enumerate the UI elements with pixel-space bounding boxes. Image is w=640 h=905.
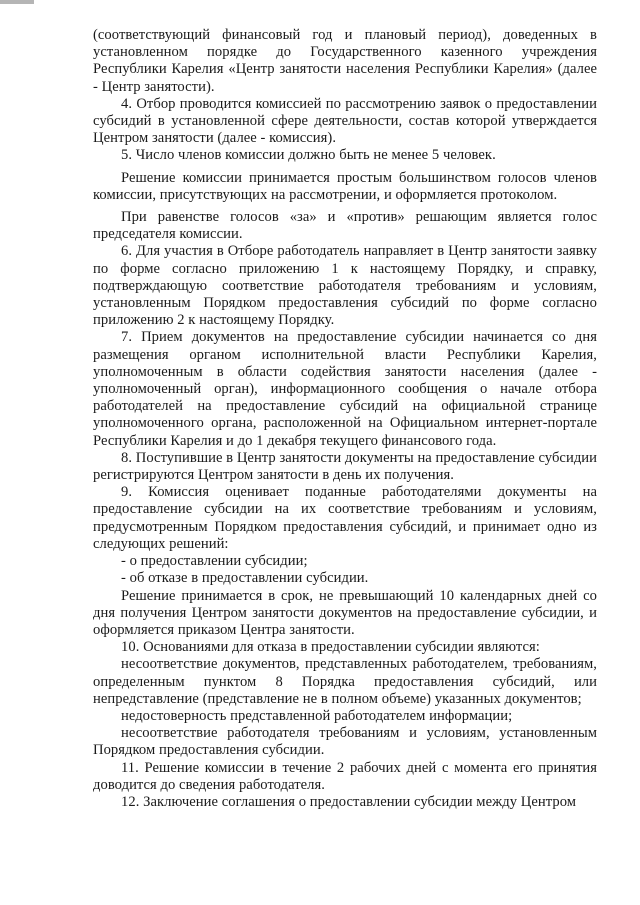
paragraph-9: 9. Комиссия оценивает поданные работодателями документы на предоставление субсидии на их соответствие требованиям и условиям, предусмотренным Порядком предоставления субсидий, и принимает одно из следующих решений: bbox=[93, 484, 597, 552]
paragraph-11: 11. Решение комиссии в течение 2 рабочих дней с момента его принятия доводится до сведения работодателя. bbox=[93, 759, 597, 793]
paragraph-4: 4. Отбор проводится комиссией по рассмотрению заявок о предоставлении субсидий в установленной сфере деятельности, состав которой утверждается Центром занятости (далее - комиссия). bbox=[93, 95, 597, 147]
document-page bbox=[93, 27, 597, 811]
paragraph-5-tie: При равенстве голосов «за» и «против» решающим является голос председателя комиссии. bbox=[93, 209, 597, 243]
paragraph-9-option-refuse: - об отказе в предоставлении субсидии. bbox=[121, 570, 369, 587]
paragraph-6: 6. Для участия в Отборе работодатель направляет в Центр занятости заявку по форме согласно приложению 1 к настоящему Порядку, и справку, подтверждающую соответствие работодателя требованиям и условиям, установленным Порядком предоставления субсидий по форме согласно приложению 2 к настоящему Порядку. bbox=[93, 243, 597, 329]
scan-corner-mark bbox=[0, 0, 34, 4]
paragraph-9-option-grant: - о предоставлении субсидии; bbox=[121, 553, 308, 570]
paragraph-9-deadline: Решение принимается в срок, не превышающий 10 календарных дней со дня получения Центром занятости документов на предоставление субсидии, и оформляется приказом Центра занятости. bbox=[93, 587, 597, 638]
paragraph-10: 10. Основаниями для отказа в предоставлении субсидии являются: bbox=[121, 639, 540, 656]
paragraph-5-decision: Решение комиссии принимается простым большинством голосов членов комиссии, присутствующих на рассмотрении, и оформляется протоколом. bbox=[93, 169, 597, 203]
paragraph-10-ground-info: недостоверность представленной работодателем информации; bbox=[121, 707, 513, 724]
paragraph-12: 12. Заключение соглашения о предоставлении субсидии между Центром bbox=[121, 793, 577, 810]
paragraph-intro: (соответствующий финансовый год и плановый период), доведенных в установленном порядке до Государственного казенного учреждения Республики Карелия «Центр занятости населения Республики Карелия» (далее - Центр занятости). bbox=[93, 27, 597, 95]
paragraph-10-ground-docs: несоответствие документов, представленных работодателем, требованиям, определенным пунктом 8 Порядка предоставления субсидий, или непредставление (представление не в полном объеме) указанных документов; bbox=[93, 656, 597, 707]
paragraph-8: 8. Поступившие в Центр занятости документы на предоставление субсидии регистрируются Центром занятости в день их получения. bbox=[93, 449, 598, 484]
paragraph-5: 5. Число членов комиссии должно быть не менее 5 человек. bbox=[121, 147, 496, 164]
paragraph-7: 7. Прием документов на предоставление субсидии начинается со дня размещения органом исполнительной власти Республики Карелия, уполномоченным в области содействия занятости населения (далее - уполномоченный орган), информационного сообщения о начале отбора работодателей на предоставление субсидий на официальной странице уполномоченного органа, расположенной на Официальном интернет-портале Республики Карелия и до 1 декабря текущего финансового года. bbox=[93, 329, 597, 449]
paragraph-10-ground-requirements: несоответствие работодателя требованиям и условиям, установленным Порядком предоставления субсидии. bbox=[93, 725, 597, 759]
